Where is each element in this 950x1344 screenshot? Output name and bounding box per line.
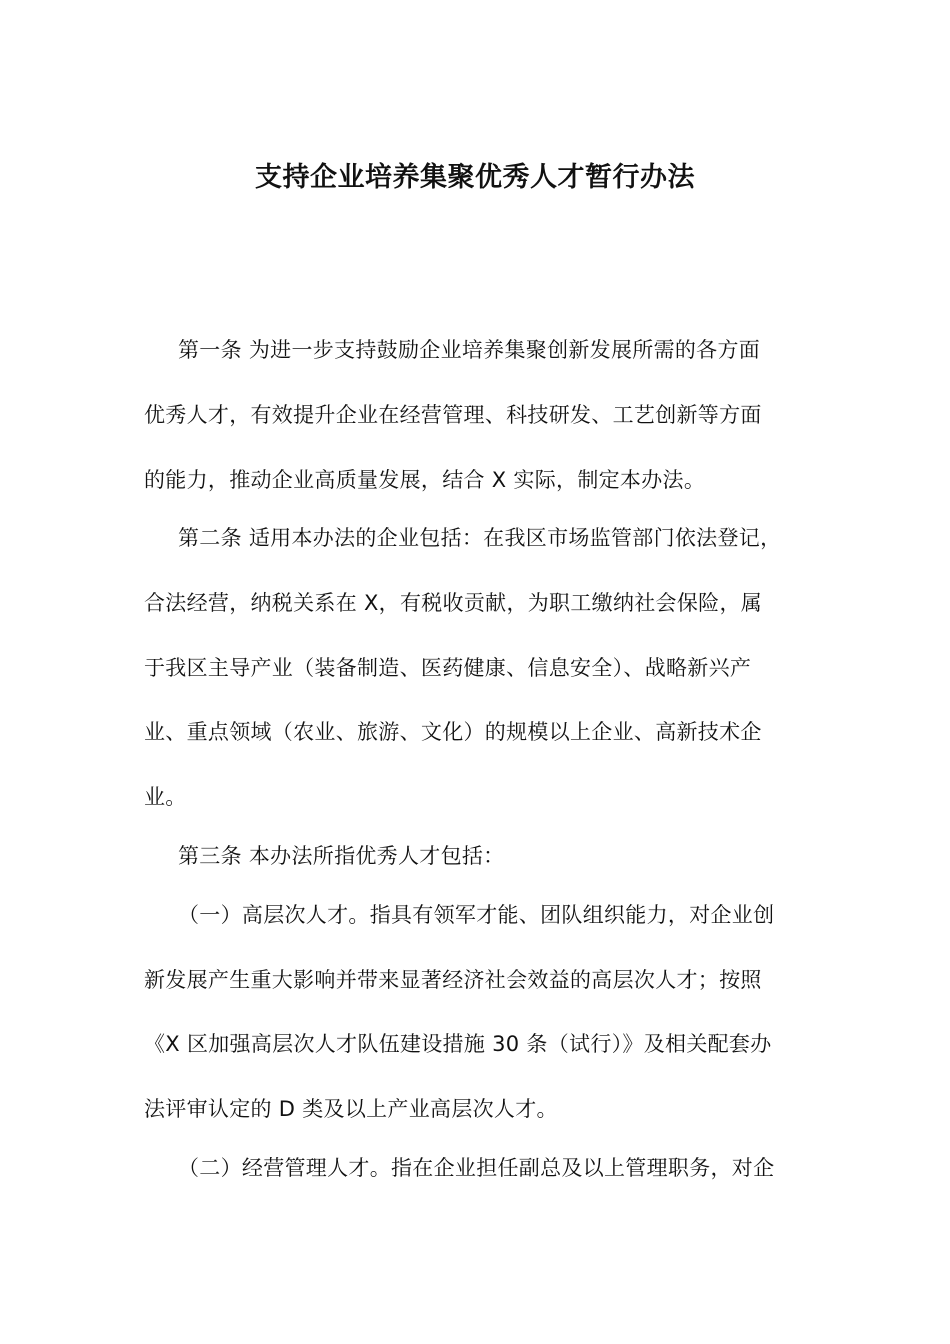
item-2-line-1: （二）经营管理人才。指在企业担任副总及以上管理职务，对企 [178,1156,775,1180]
article-2-line-3: 于我区主导产业（装备制造、医药健康、信息安全）、战略新兴产 [144,656,752,680]
item-1-line-3: 《X 区加强高层次人才队伍建设措施 30 条（试行）》及相关配套办 [144,1032,772,1056]
article-1-line-2: 优秀人才，有效提升企业在经营管理、科技研发、工艺创新等方面 [144,403,762,427]
item-1-line-4: 法评审认定的 D 类及以上产业高层次人才。 [144,1097,558,1121]
article-2-line-1: 第二条 适用本办法的企业包括：在我区市场监管部门依法登记， [178,526,782,550]
article-2-line-4: 业、重点领域（农业、旅游、文化）的规模以上企业、高新技术企 [144,720,762,744]
article-1-line-1: 第一条 为进一步支持鼓励企业培养集聚创新发展所需的各方面 [178,338,761,362]
article-1-line-3: 的能力，推动企业高质量发展，结合 X 实际，制定本办法。 [144,468,706,492]
article-3-line-1: 第三条 本办法所指优秀人才包括： [178,844,505,868]
article-2-line-5: 业。 [144,785,187,809]
article-2-line-2: 合法经营，纳税关系在 X，有税收贡献，为职工缴纳社会保险，属 [144,591,763,615]
item-1-line-2: 新发展产生重大影响并带来显著经济社会效益的高层次人才；按照 [144,968,762,992]
item-1-line-1: （一）高层次人才。指具有领军才能、团队组织能力，对企业创 [178,903,775,927]
document-title: 支持企业培养集聚优秀人才暂行办法 [255,162,695,193]
